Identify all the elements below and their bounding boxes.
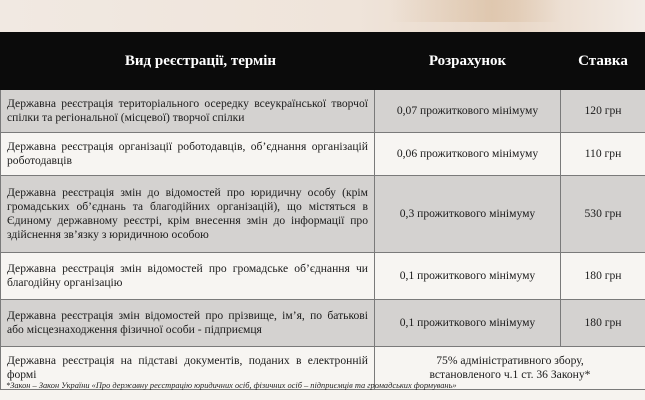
table-row bbox=[1, 133, 645, 176]
header-registration-type: Вид реєстрації, термін bbox=[1, 33, 375, 90]
row-calculation: 0,06 прожиткового мінімуму bbox=[375, 133, 561, 176]
row-calculation: 0,1 прожиткового мінімуму bbox=[375, 300, 561, 347]
row-rate: 530 грн bbox=[561, 176, 645, 253]
row-registration-type: Державна реєстрація змін до відомостей про юридичну особу (крім громадських об’єднань та благодійних організацій), що містяться в Єдиному державному реєстрі, крім внесення змін до інформації про здійснення зв’язку з юридичною особою bbox=[1, 176, 375, 253]
footnote: *Закон – Закон України «Про державну реєстрацію юридичних осіб, фізичних осіб – підприємців та громадських формувань» bbox=[6, 381, 457, 390]
registration-fees-table bbox=[0, 32, 645, 390]
row-rate: 180 грн bbox=[561, 300, 645, 347]
row-registration-type: Державна реєстрація на підставі документів, поданих в електронній формі bbox=[1, 347, 375, 390]
header-rate: Ставка bbox=[561, 33, 645, 90]
table-row bbox=[1, 176, 645, 253]
row-rate: 180 грн bbox=[561, 253, 645, 300]
row-registration-type: Державна реєстрація організації роботодавців, об’єднання організацій роботодавців bbox=[1, 133, 375, 176]
row-registration-type: Державна реєстрація змін відомостей про громадське об’єднання чи благодійну організацію bbox=[1, 253, 375, 300]
row-registration-type: Державна реєстрація змін відомостей про прізвище, ім’я, по батькові або місцезнаходження фізичної особи - підприємця bbox=[1, 300, 375, 347]
header-calculation: Розрахунок bbox=[375, 33, 561, 90]
row-calculation: 0,1 прожиткового мінімуму bbox=[375, 253, 561, 300]
background-header-band bbox=[0, 0, 645, 32]
row-registration-type: Державна реєстрація територіального осередку всеукраїнської творчої спілки та регіональної (місцевої) творчої спілки bbox=[1, 90, 375, 133]
row-calculation: 0,07 прожиткового мінімуму bbox=[375, 90, 561, 133]
row-rate: 120 грн bbox=[561, 90, 645, 133]
table-header-row bbox=[1, 33, 645, 90]
table-row bbox=[1, 253, 645, 300]
merged-calc-line-1: 75% адміністративного збору, bbox=[436, 354, 584, 367]
table-row bbox=[1, 90, 645, 133]
row-calculation: 0,3 прожиткового мінімуму bbox=[375, 176, 561, 253]
merged-calc-line-2: встановленого ч.1 ст. 36 Закону* bbox=[429, 368, 591, 381]
decorative-bar bbox=[390, 0, 560, 22]
row-rate: 110 грн bbox=[561, 133, 645, 176]
table-row bbox=[1, 300, 645, 347]
